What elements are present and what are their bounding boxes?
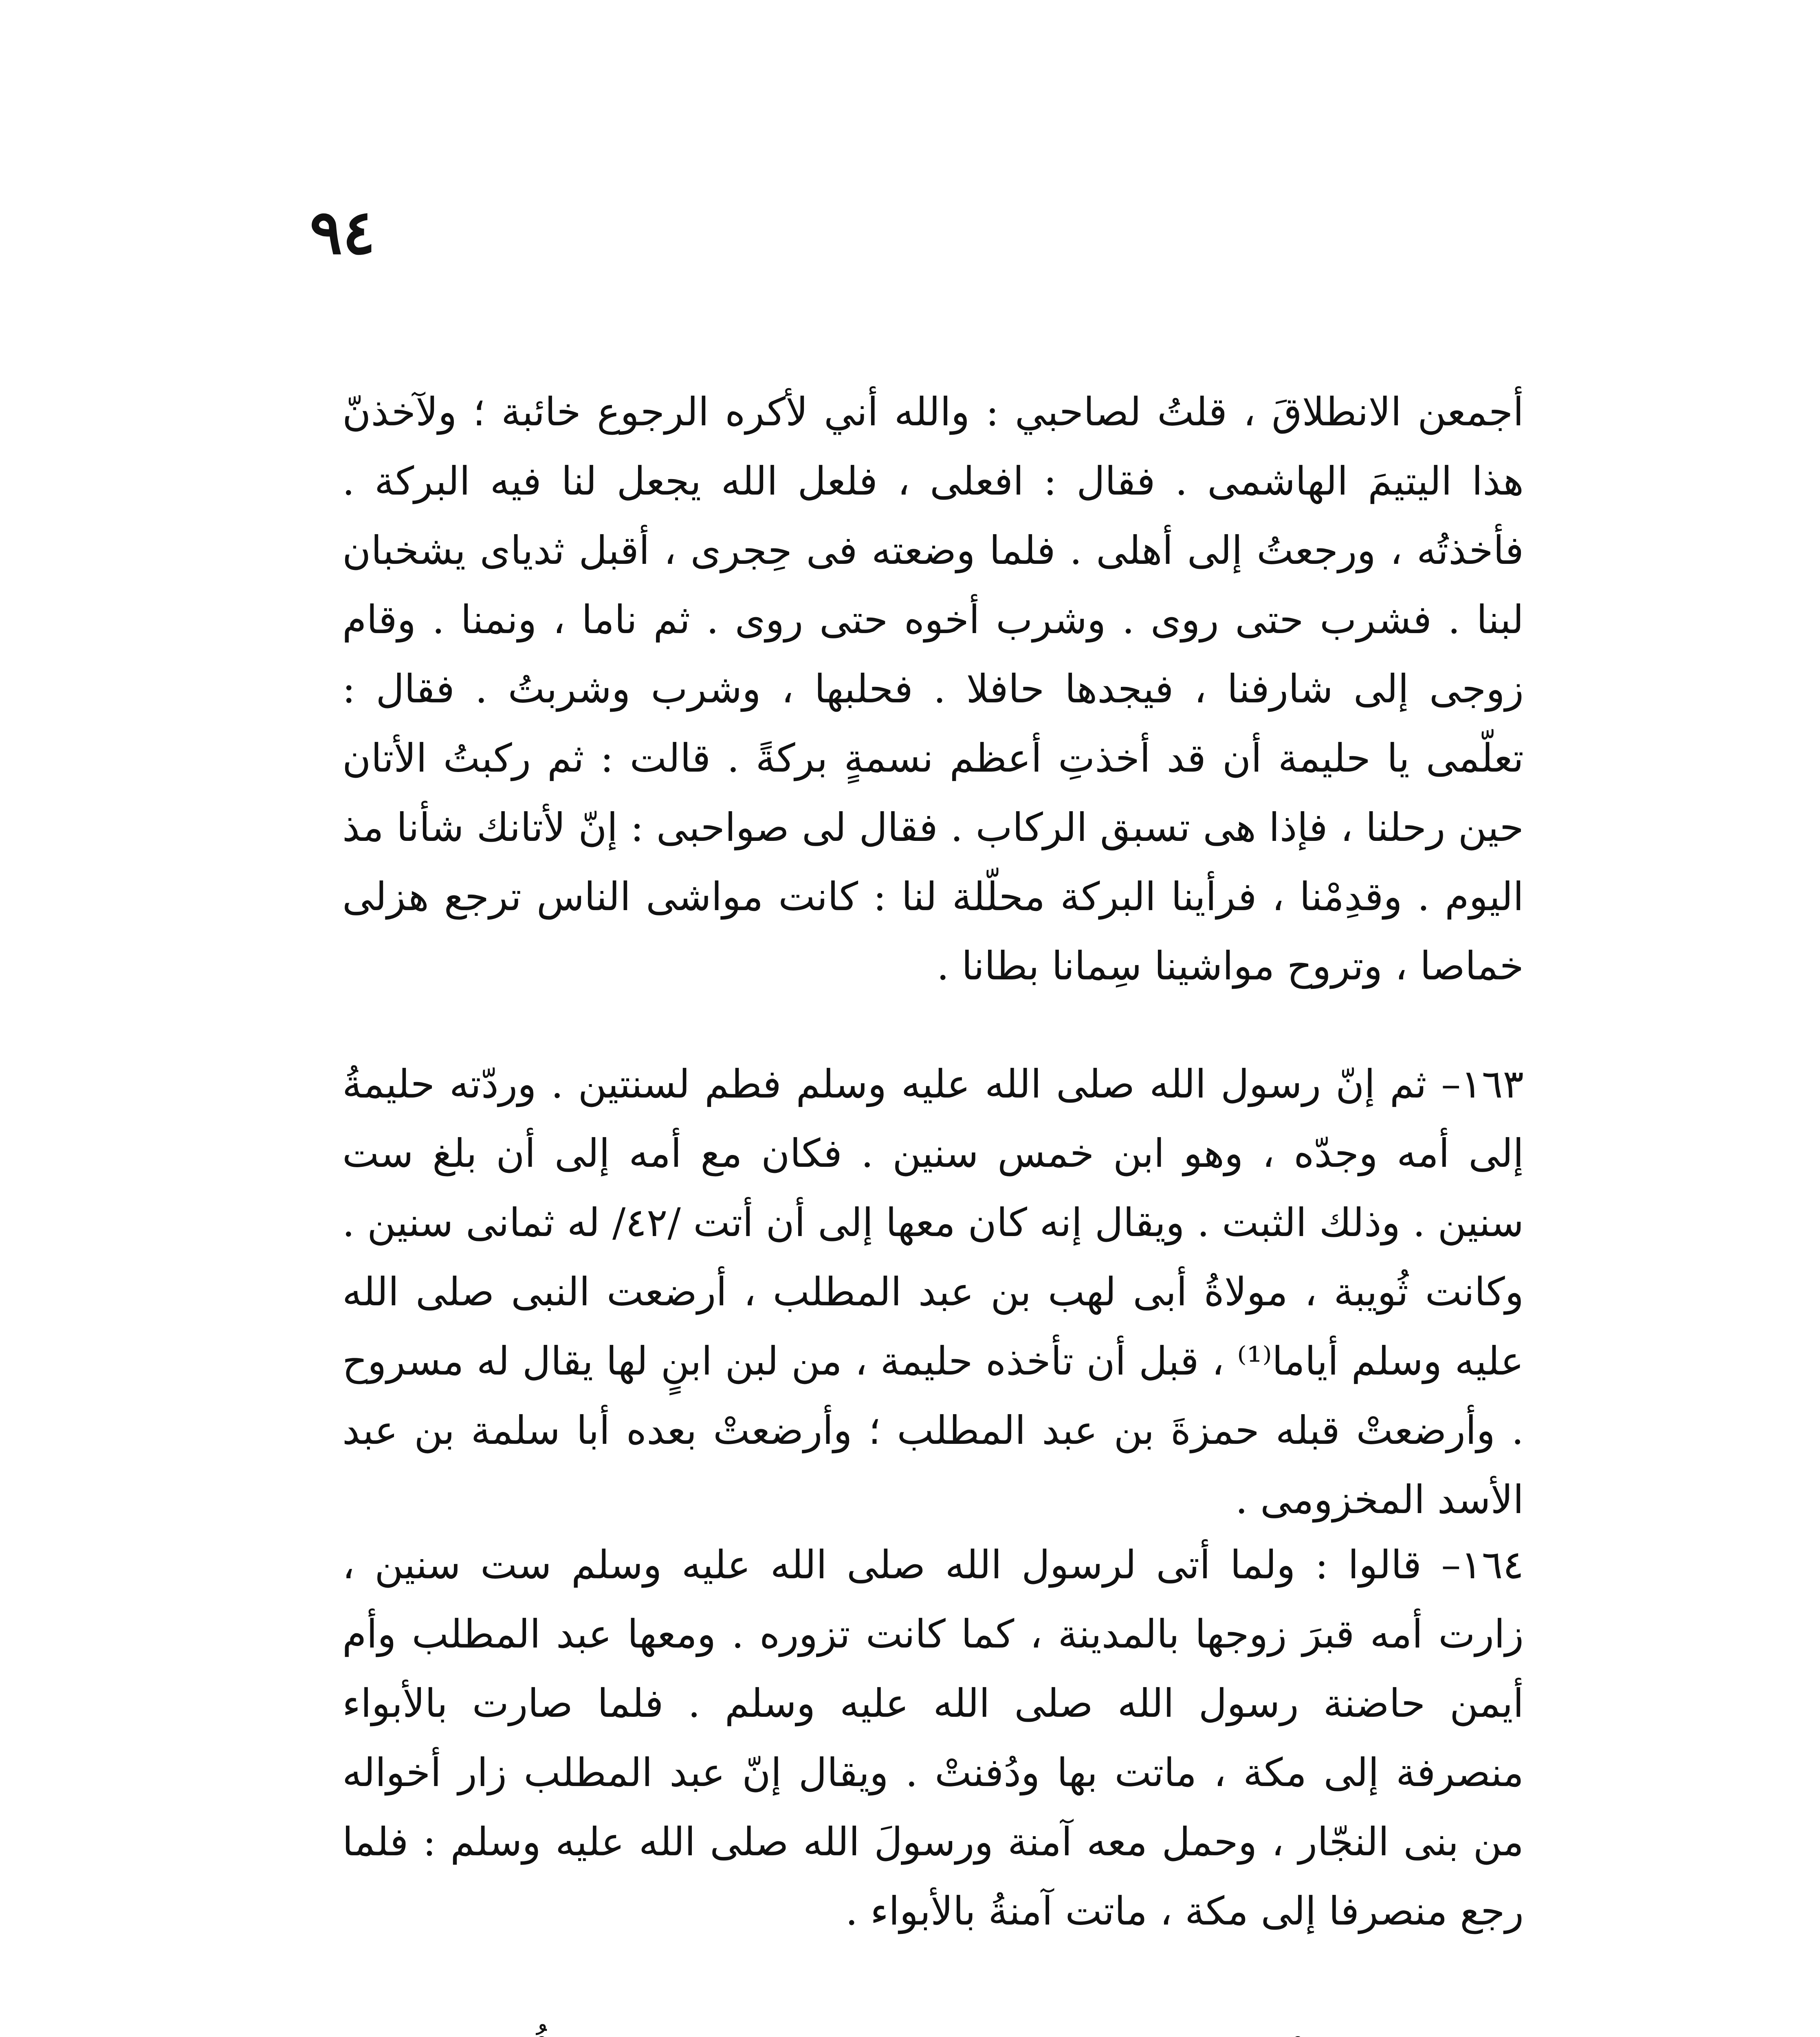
paragraph-4	[342, 2027, 1524, 2037]
paragraph-3: ١٦٤– قالوا : ولما أتى لرسول الله صلى الله عليه وسلم ست سنين ، زارت أمه قبرَ زوجها بالمدينة ، كما كانت تزوره . ومعها عبد المطلب وأم أيمن حاضنة رسول الله صلى الله عليه وسلم . فلما صارت بالأبواء منصرفة إلى مكة ، ماتت بها ودُفنتْ . ويقال إنّ عبد المطلب زار أخواله من بنى النجّار ، وحمل معه آمنة ورسولَ الله صلى الله عليه وسلم : فلما رجع منصرفا إلى مكة ، ماتت آمنةُ بالأبواء .	[342, 1542, 1524, 1934]
page-number: ٩٤	[310, 196, 376, 268]
paragraph-2: ١٦٣– ثم إنّ رسول الله صلى الله عليه وسلم فطم لسنتين . وردّته حليمةُ إلى أمه وجدّه ، وهو ابن خمس سنين . فكان مع أمه إلى أن بلغ ست سنين . وذلك الثبت . ويقال إنه كان معها إلى أن أتت /٤٢/ له ثمانى سنين . وكانت ثُويبة ، مولاةُ أبى لهب بن عبد المطلب ، أرضعت النبى صلى الله عليه وسلم أياما⁽¹⁾ ، قبل أن تأخذه حليمة ، من لبن ابنٍ لها يقال له مسروح . وأرضعتْ قبله حمزةَ بن عبد المطلب ؛ وأرضعتْ بعده أبا سلمة بن عبد الأسد المخزومى .	[342, 1061, 1524, 1522]
paragraph-1: أجمعن الانطلاقَ ، قلتُ لصاحبي : والله أني لأكره الرجوع خائبة ؛ ولآخذنّ هذا اليتيمَ الهاشمى . فقال : افعلى ، فلعل الله يجعل لنا فيه البركة . فأخذتُه ، ورجعتُ إلى أهلى . فلما وضعته فى حِجرى ، أقبل ثدياى يشخبان لبنا . فشرب حتى روى . وشرب أخوه حتى روى . ثم ناما ، ونمنا . وقام زوجى إلى شارفنا ، فيجدها حافلا . فحلبها ، وشرب وشربتُ . فقال : تعلّمى يا حليمة أن قد أخذتِ أعظم نسمةٍ بركةً . قالت : ثم ركبتُ الأتان حين رحلنا ، فإذا هى تسبق الركاب . فقال لى صواحبى : إنّ لأتانك شأنا مذ اليوم . وقدِمْنا ، فرأينا البركة محلّلة لنا : كانت مواشى الناس ترجع هزلى خماصا ، وتروح مواشينا سِمانا بطانا .	[342, 389, 1524, 989]
